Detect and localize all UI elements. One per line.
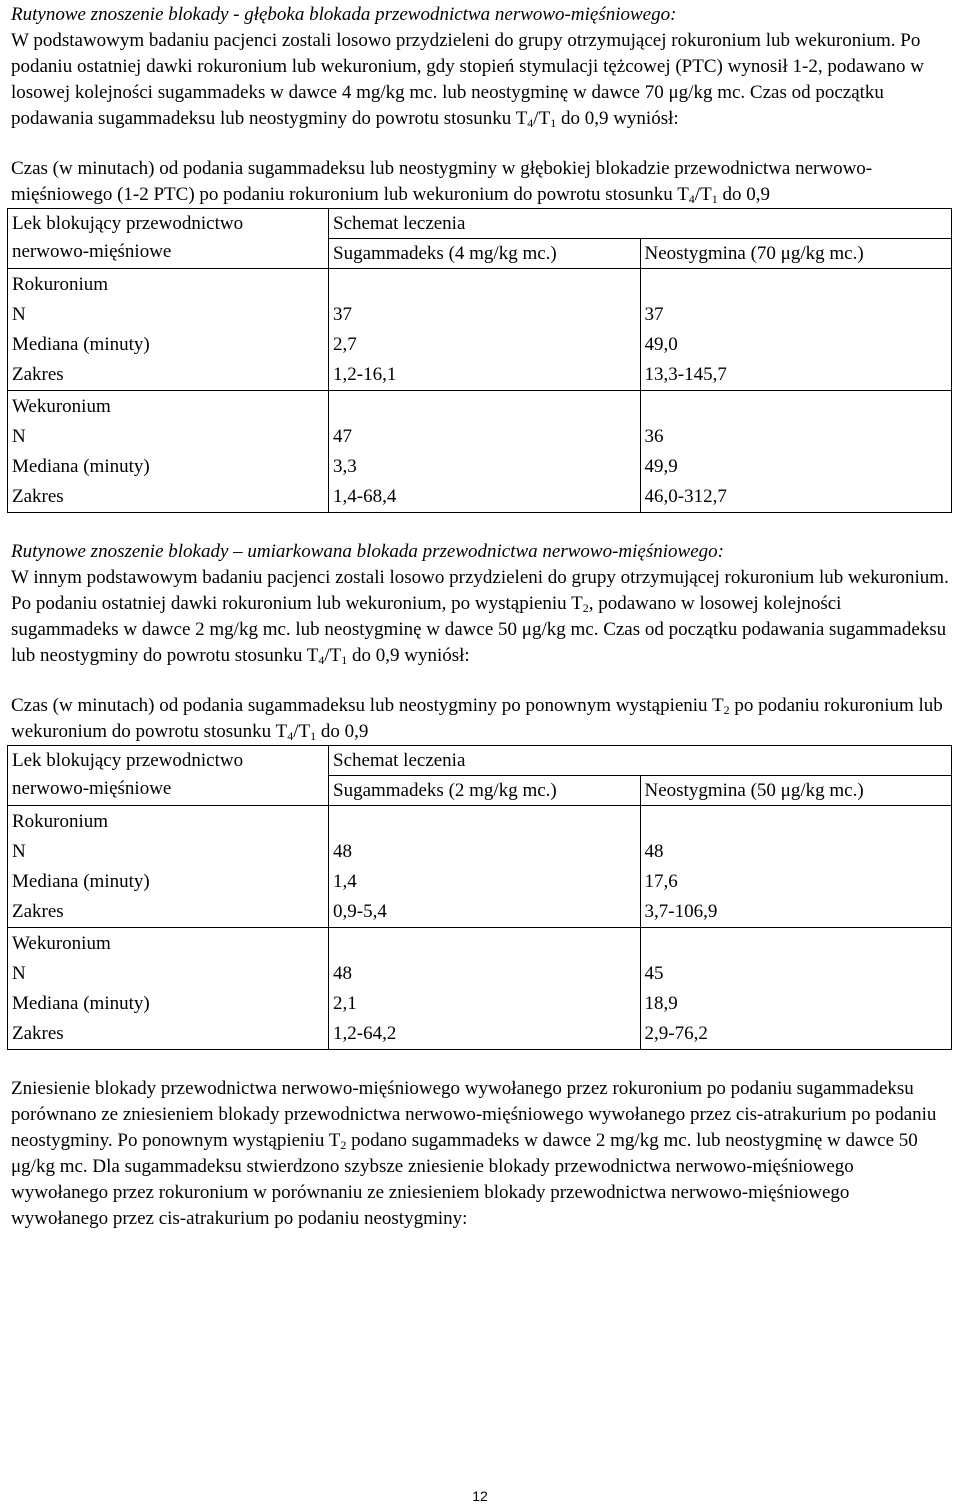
n-label: N bbox=[12, 963, 26, 984]
neo-range-value: 2,9-76,2 bbox=[644, 1023, 708, 1044]
subscript: 4 bbox=[527, 116, 534, 130]
section2-paragraph bbox=[11, 565, 951, 669]
header-sugammadex: Sugammadeks (4 mg/kg mc.) bbox=[333, 243, 557, 264]
header-scheme: Schemat leczenia bbox=[333, 750, 466, 771]
table-row bbox=[8, 391, 952, 513]
caption-text-b: po podaniu rokuronium lub wekuronium do powrotu stosunku T bbox=[11, 695, 943, 742]
median-label: Mediana (minuty) bbox=[12, 334, 150, 355]
caption-text: Czas (w minutach) od podania sugammadeksu lub neostygminy w głębokiej blokadzie przewodnictwa nerwowo-mięśniowego (1-2 PTC) po podaniu rokuronium lub wekuronium do powrotu stosunku T bbox=[11, 158, 873, 205]
section2-text: W innym podstawowym badaniu pacjenci zostali losowo przydzieleni do grupy otrzymującej rokuronium lub wekuronium. Po podaniu ostatniej dawki rokuronium lub wekuronium, po wystąpieniu T bbox=[11, 567, 949, 614]
header-neostigmine: Neostygmina (70 μg/kg mc.) bbox=[644, 243, 864, 264]
header-sug-cell bbox=[329, 239, 641, 269]
subscript: 4 bbox=[688, 192, 695, 206]
subscript: 2 bbox=[723, 703, 730, 717]
subscript: 4 bbox=[318, 653, 325, 667]
section1-paragraph bbox=[11, 28, 951, 132]
header-sug-cell bbox=[329, 776, 641, 806]
sug-range-value: 1,2-64,2 bbox=[333, 1023, 397, 1044]
header-drug-cell bbox=[8, 746, 329, 806]
document-page bbox=[11, 0, 951, 1232]
header-drug-line2: nerwowo-mięśniowe bbox=[12, 778, 172, 799]
neo-n-value: 37 bbox=[644, 304, 664, 325]
header-scheme-cell bbox=[329, 746, 952, 776]
header-neo-cell bbox=[640, 776, 952, 806]
sug-n-value: 47 bbox=[333, 426, 352, 447]
neo-median-value: 18,9 bbox=[644, 993, 678, 1014]
caption-text-mid: /T bbox=[694, 184, 712, 205]
neo-range-value: 3,7-106,9 bbox=[644, 901, 718, 922]
neo-range-value: 13,3-145,7 bbox=[644, 364, 727, 385]
range-label: Zakres bbox=[12, 1023, 64, 1044]
sug-n-value: 48 bbox=[333, 963, 352, 984]
sug-median-value: 2,7 bbox=[333, 334, 357, 355]
median-label: Mediana (minuty) bbox=[12, 993, 150, 1014]
header-neostigmine: Neostygmina (50 μg/kg mc.) bbox=[644, 780, 864, 801]
section1-text-end: do 0,9 wyniósł: bbox=[556, 108, 679, 129]
section1-text: W podstawowym badaniu pacjenci zostali losowo przydzieleni do grupy otrzymującej rokuronium lub wekuronium. Po podaniu ostatniej dawki rokuronium lub wekuronium, gdy stopień stymulacji tężcowej (PTC) wynosił 1-2, podawano w losowej kolejności sugammadeks w dawce 4 mg/kg mc. lub neostygminę w dawce 70 μg/kg mc. Czas od początku podawania sugammadeksu lub neostygminy do powrotu stosunku T bbox=[11, 30, 924, 129]
subscript: 2 bbox=[340, 1138, 347, 1152]
subscript: 2 bbox=[582, 601, 589, 615]
range-label: Zakres bbox=[12, 364, 64, 385]
sug-median-value: 3,3 bbox=[333, 456, 357, 477]
neo-n-value: 36 bbox=[644, 426, 664, 447]
n-label: N bbox=[12, 304, 26, 325]
section2-text-end: do 0,9 wyniósł: bbox=[347, 645, 470, 666]
n-label: N bbox=[12, 841, 26, 862]
section3-paragraph bbox=[11, 1076, 951, 1232]
caption-text: Czas (w minutach) od podania sugammadeksu lub neostygminy po ponownym wystąpieniu T bbox=[11, 695, 724, 716]
group-name: Rokuronium bbox=[12, 274, 109, 295]
table-row bbox=[8, 806, 952, 928]
sug-median-value: 1,4 bbox=[333, 871, 357, 892]
header-sugammadex: Sugammadeks (2 mg/kg mc.) bbox=[333, 780, 557, 801]
page-number: 12 bbox=[472, 1488, 488, 1504]
neo-median-value: 49,0 bbox=[644, 334, 678, 355]
neo-n-value: 48 bbox=[644, 841, 664, 862]
group-name: Wekuronium bbox=[12, 396, 111, 417]
range-label: Zakres bbox=[12, 901, 64, 922]
section1-text-mid: /T bbox=[533, 108, 551, 129]
caption-text-end: do 0,9 bbox=[717, 184, 770, 205]
subscript: 1 bbox=[711, 192, 718, 206]
neo-range-value: 46,0-312,7 bbox=[644, 486, 727, 507]
caption-text-end: do 0,9 bbox=[316, 721, 369, 742]
header-drug-line1: Lek blokujący przewodnictwo bbox=[12, 750, 244, 771]
group-name: Rokuronium bbox=[12, 811, 109, 832]
table-row bbox=[8, 269, 952, 391]
header-drug-line2: nerwowo-mięśniowe bbox=[12, 241, 172, 262]
section3-text: Zniesienie blokady przewodnictwa nerwowo-mięśniowego wywołanego przez rokuronium po podaniu sugammadeksu porównano ze zniesieniem blokady przewodnictwa nerwowo-mięśniowego wywołanego przez cis-atrakurium po podaniu neostygminy. Po ponownym wystąpieniu T bbox=[11, 1078, 937, 1151]
caption-text-mid: /T bbox=[293, 721, 311, 742]
table-row bbox=[8, 928, 952, 1050]
header-drug-line1: Lek blokujący przewodnictwo bbox=[12, 213, 244, 234]
subscript: 4 bbox=[287, 729, 294, 743]
neo-median-value: 17,6 bbox=[644, 871, 678, 892]
subscript: 1 bbox=[341, 653, 348, 667]
neo-n-value: 45 bbox=[644, 963, 664, 984]
header-scheme-cell bbox=[329, 209, 952, 239]
sug-range-value: 1,2-16,1 bbox=[333, 364, 397, 385]
group-name: Wekuronium bbox=[12, 933, 111, 954]
section2-text-b: , podawano w losowej kolejności sugammadeks w dawce 2 mg/kg mc. lub neostygminę w dawce 50 μg/kg mc. Czas od początku podawania sugammadeksu lub neostygminy do powrotu stosunku T bbox=[11, 593, 947, 666]
median-label: Mediana (minuty) bbox=[12, 456, 150, 477]
sug-range-value: 1,4-68,4 bbox=[333, 486, 397, 507]
range-label: Zakres bbox=[12, 486, 64, 507]
table1-caption bbox=[11, 156, 951, 208]
results-table-2 bbox=[7, 745, 952, 1050]
section3-text-b: podano sugammadeks w dawce 2 mg/kg mc. lub neostygminę w dawce 50 μg/kg mc. Dla sugammadeksu stwierdzono szybsze zniesienie blokady przewodnictwa nerwowo-mięśniowego wywołanego przez rokuronium w porównaniu ze zniesieniem blokady przewodnictwa nerwowo-mięśniowego wywołanego przez cis-atrakurium po podaniu neostygminy: bbox=[11, 1130, 918, 1229]
section2-text-mid: /T bbox=[324, 645, 342, 666]
subscript: 1 bbox=[550, 116, 557, 130]
results-table-1 bbox=[7, 208, 952, 513]
sug-n-value: 37 bbox=[333, 304, 352, 325]
header-neo-cell bbox=[640, 239, 952, 269]
section2-heading: Rutynowe znoszenie blokady – umiarkowana blokada przewodnictwa nerwowo-mięśniowego: bbox=[11, 541, 724, 562]
sug-median-value: 2,1 bbox=[333, 993, 357, 1014]
header-scheme: Schemat leczenia bbox=[333, 213, 466, 234]
sug-n-value: 48 bbox=[333, 841, 352, 862]
subscript: 1 bbox=[310, 729, 317, 743]
n-label: N bbox=[12, 426, 26, 447]
table2-caption bbox=[11, 693, 951, 745]
sug-range-value: 0,9-5,4 bbox=[333, 901, 387, 922]
header-drug-cell bbox=[8, 209, 329, 269]
section1-heading: Rutynowe znoszenie blokady - głęboka blokada przewodnictwa nerwowo-mięśniowego: bbox=[11, 4, 677, 25]
neo-median-value: 49,9 bbox=[644, 456, 678, 477]
median-label: Mediana (minuty) bbox=[12, 871, 150, 892]
